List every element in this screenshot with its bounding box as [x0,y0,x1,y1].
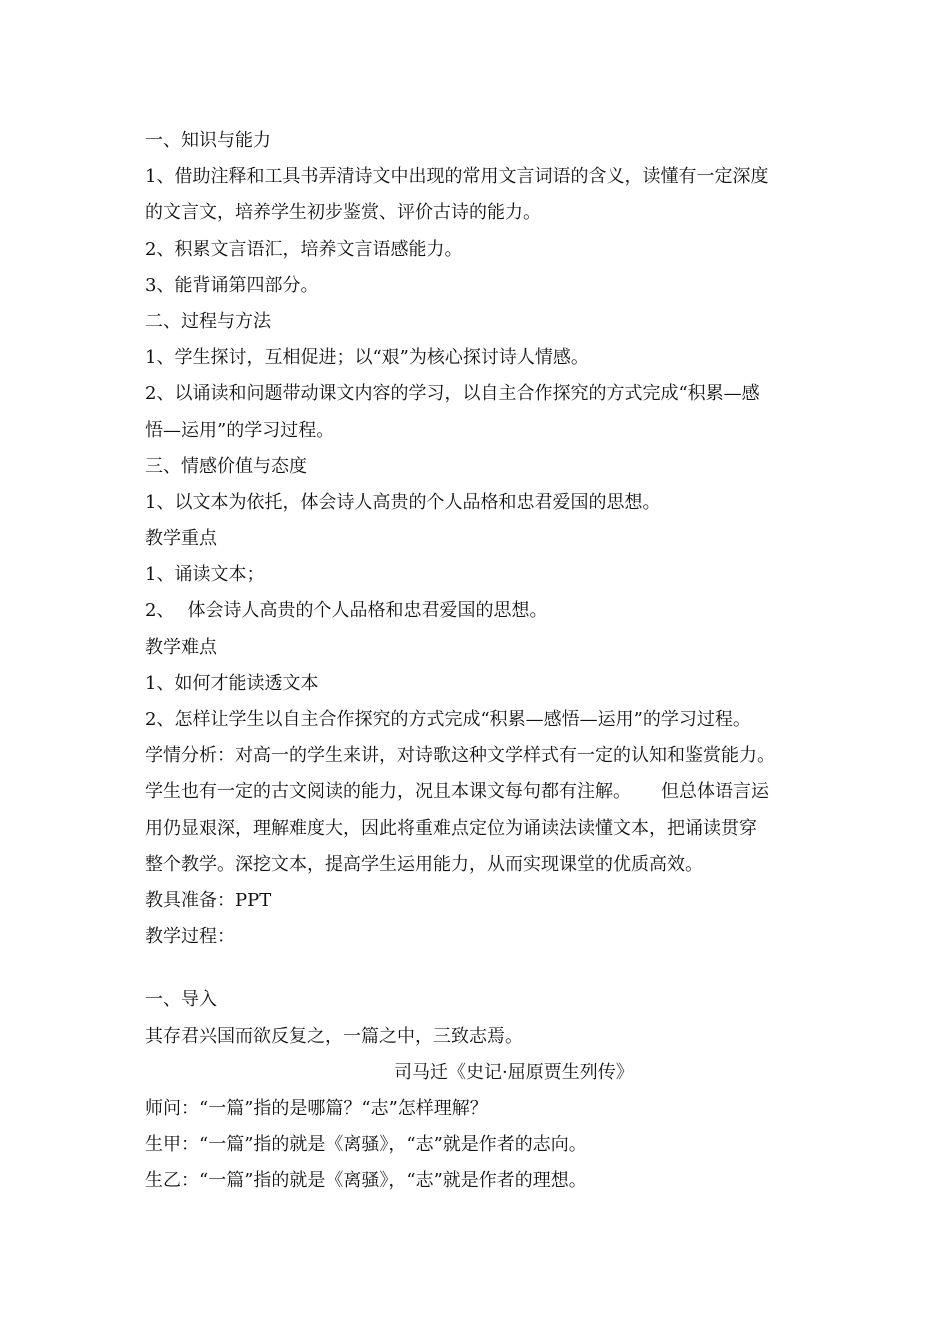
analysis-line: 学情分析：对高一的学生来讲，对诗歌这种文学样式有一定的认知和鉴赏能力。 [145,745,775,767]
paragraph-line: 2、以诵读和问题带动课文内容的学习，以自主合作探究的方式完成“积累—感 [145,383,760,405]
analysis-text: 学生也有一定的古文阅读的能力，况且本课文每句都有注解。 [145,781,631,803]
analysis-line: 用仍显艰深，理解难度大，因此将重难点定位为诵读法读懂文本，把诵读贯穿 [145,817,757,839]
list-number: 2、 [145,600,175,622]
paragraph-line: 1、学生探讨，互相促进；以“艰”为核心探讨诗人情感。 [145,347,589,369]
section-heading-knowledge: 一、知识与能力 [145,130,271,151]
dialogue-student-a: 生甲：“一篇”指的就是《离骚》，“志”就是作者的志向。 [145,1134,587,1156]
quote-line: 其存君兴国而欲反复之，一篇之中，三致志焉。 [145,1025,523,1047]
analysis-line [145,774,815,810]
paragraph-line: 1、以文本为依托，体会诗人高贵的个人品格和忠君爱国的思想。 [145,491,661,513]
paragraph-line: 悟—运用”的学习过程。 [145,419,335,441]
paragraph-line: 的文言文，培养学生初步鉴赏、评价古诗的能力。 [145,202,541,224]
paragraph-line [145,593,815,629]
list-text: 体会诗人高贵的个人品格和忠君爱国的思想。 [187,600,548,622]
paragraph-line: 2、怎样让学生以自主合作探究的方式完成“积累—感悟—运用”的学习过程。 [145,709,751,730]
difficulties-heading: 教学难点 [145,636,217,658]
paragraph-line: 3、能背诵第四部分。 [145,274,319,296]
section-heading-process: 二、过程与方法 [145,310,271,332]
analysis-line: 整个教学。深挖文本，提高学生运用能力，从而实现课堂的优质高效。 [145,853,703,875]
intro-heading: 一、导入 [145,989,217,1011]
key-points-heading: 教学重点 [145,528,217,550]
dialogue-student-b: 生乙：“一篇”指的就是《离骚》，“志”就是作者的理想。 [145,1170,587,1192]
section-heading-emotion: 三、情感价值与态度 [145,455,307,477]
document-body [145,123,815,1199]
paragraph-line: 1、如何才能读透文本 [145,672,319,694]
blank-line [145,955,815,982]
paragraph-line: 1、借助注释和工具书弄清诗文中出现的常用文言词语的含义，读懂有一定深度 [145,166,769,188]
quote-citation: 司马迁《史记·屈原贾生列传》 [394,1061,634,1083]
teaching-tools: 教具准备：PPT [145,889,272,911]
paragraph-line: 2、积累文言语汇，培养文言语感能力。 [145,238,463,260]
teaching-process-heading: 教学过程： [145,926,235,948]
paragraph-line: 1、诵读文本； [145,564,265,586]
dialogue-teacher: 师问：“一篇”指的是哪篇？“志”怎样理解？ [145,1097,488,1119]
analysis-text: 但总体语言运 [661,781,769,803]
